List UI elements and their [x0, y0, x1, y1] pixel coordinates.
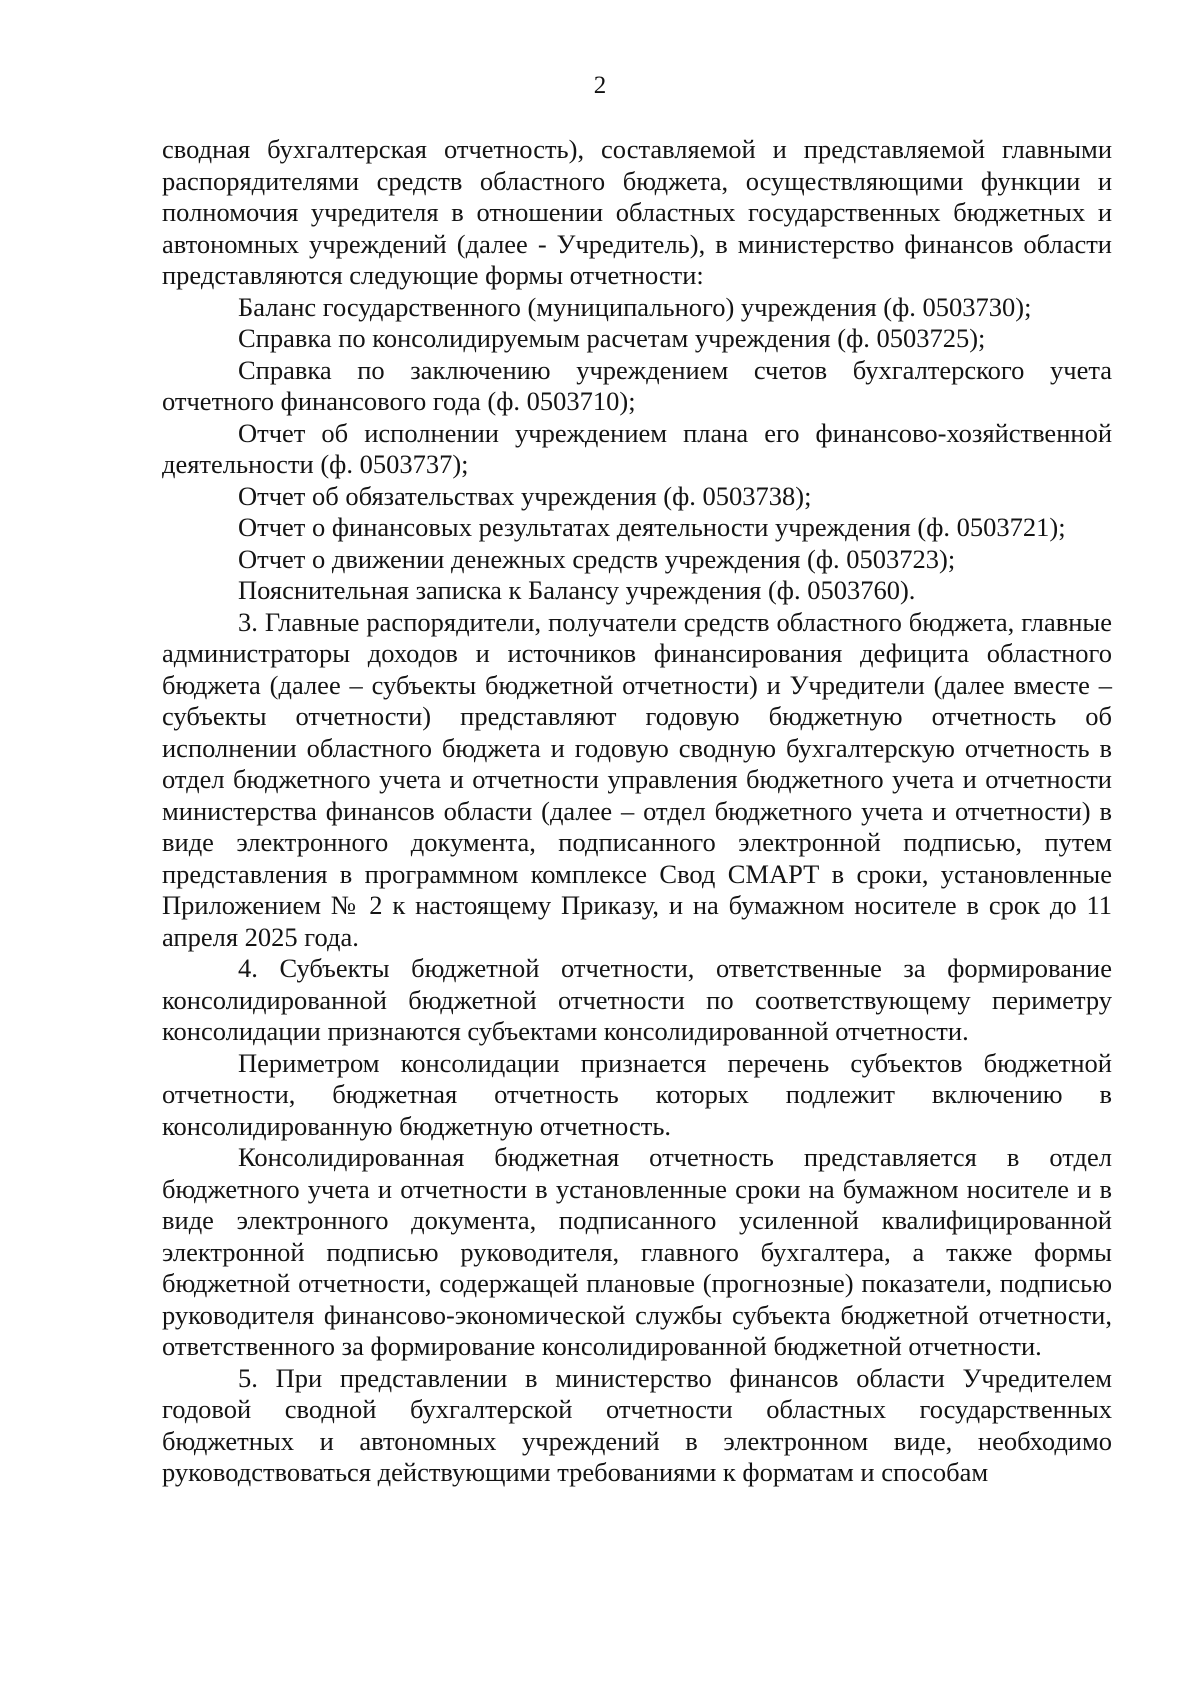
section-4-paragraph: 4. Субъекты бюджетной отчетности, ответственные за формирование консолидированной бюджетной отчетности по соответствующему периметру консолидации признаются субъектами консолидированной отчетности. — [162, 953, 1112, 1046]
form-item-obligations: Отчет об обязательствах учреждения (ф. 0503738); — [238, 480, 812, 511]
form-item-cash-flow: Отчет о движении денежных средств учреждения (ф. 0503723); — [238, 543, 956, 574]
form-item-financial-results: Отчет о финансовых результатах деятельности учреждения (ф. 0503721); — [238, 512, 1066, 542]
section-3-paragraph: 3. Главные распорядители, получатели средств областного бюджета, главные администраторы доходов и источников финансирования дефицита областного бюджета (далее – субъекты бюджетной отчетности) и Учредители (далее вместе – субъекты отчетности) представляют годовую бюджетную отчетность об исполнении областного бюджета и годовую сводную бухгалтерскую отчетность в отдел бюджетного учета и отчетности управления бюджетного учета и отчетности министерства финансов области (далее – отдел бюджетного учета и отчетности) в виде электронного документа, подписанного электронной подписью, путем представления в программном комплексе Свод СМАРТ в сроки, установленные Приложением № 2 к настоящему Приказу, и на бумажном носителе в срок до 11 апреля 2025 года. — [162, 606, 1112, 952]
consolidation-perimeter-paragraph: Периметром консолидации признается перечень субъектов бюджетной отчетности, бюджетная отчетность которых подлежит включению в консолидированную бюджетную отчетность. — [162, 1047, 1112, 1141]
form-item-consolidated-settlements: Справка по консолидируемым расчетам учреждения (ф. 0503725); — [238, 323, 986, 353]
form-item-plan-execution: Отчет об исполнении учреждением плана его финансово-хозяйственной деятельности (ф. 0503737); — [162, 417, 1112, 479]
paragraph-continuation: сводная бухгалтерская отчетность), составляемой и представляемой главными распорядителями средств областного бюджета, осуществляющими функции и полномочия учредителя в отношении областных государственных бюджетных и автономных учреждений (далее - Учредитель), в министерство финансов области представляются следующие формы отчетности: — [162, 134, 1112, 290]
page-number: 2 — [593, 72, 607, 99]
form-item-account-closing: Справка по заключению учреждением счетов бухгалтерского учета отчетного финансового года (ф. 0503710); — [162, 354, 1112, 416]
form-item-explanatory-note: Пояснительная записка к Балансу учреждения (ф. 0503760). — [238, 575, 916, 605]
consolidated-reporting-paragraph: Консолидированная бюджетная отчетность представляется в отдел бюджетного учета и отчетности в установленные сроки на бумажном носителе и в виде электронного документа, подписанного усиленной квалифицированной электронной подписью руководителя, главного бухгалтера, а также формы бюджетной отчетности, содержащей плановые (прогнозные) показатели, подписью руководителя финансово-экономической службы субъекта бюджетной отчетности, ответственного за формирование консолидированной бюджетной отчетности. — [162, 1142, 1112, 1361]
document-body — [162, 134, 1112, 1489]
section-5-paragraph: 5. При представлении в министерство финансов области Учредителем годовой сводной бухгалтерской отчетности областных государственных бюджетных и автономных учреждений в электронном виде, необходимо руководствоваться действующими требованиями к форматам и способам — [162, 1362, 1112, 1487]
form-item-balance: Баланс государственного (муниципального) учреждения (ф. 0503730); — [238, 291, 1032, 322]
